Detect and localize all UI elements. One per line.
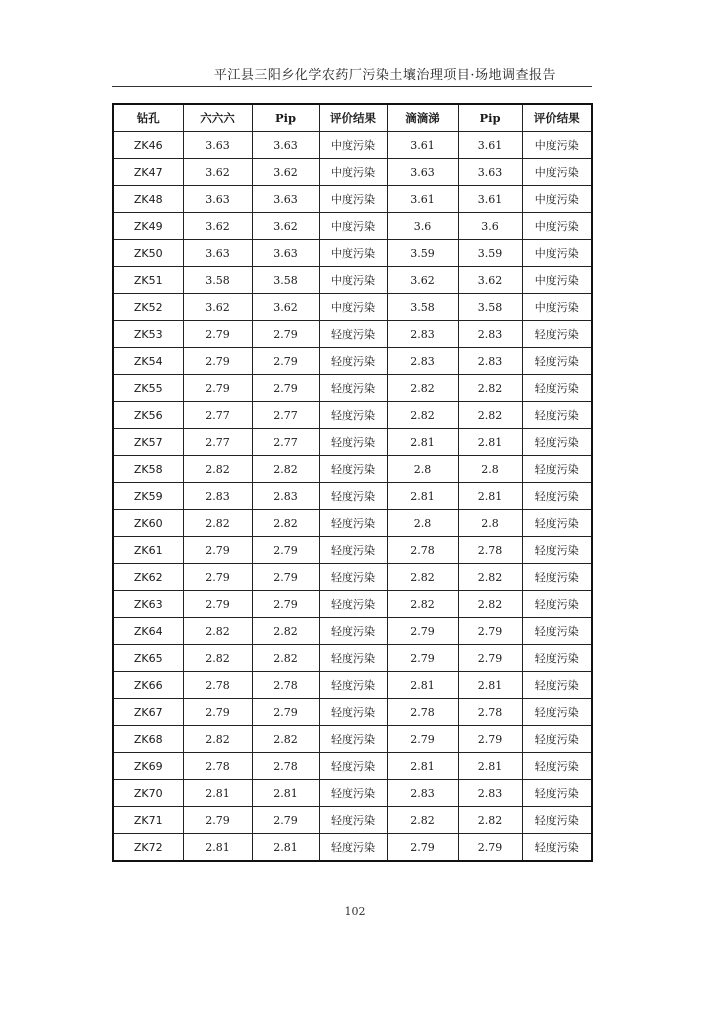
cell-ddt-pip: 2.78: [458, 699, 522, 726]
cell-ddt-pip: 3.61: [458, 132, 522, 159]
cell-hch-result: 中度污染: [319, 132, 387, 159]
cell-hch-value: 3.62: [183, 159, 252, 186]
table-row: [113, 483, 592, 510]
cell-hch-pip: 2.82: [252, 618, 319, 645]
cell-ddt-pip: 3.61: [458, 186, 522, 213]
cell-ddt-value: 2.83: [387, 321, 458, 348]
cell-hch-result: 轻度污染: [319, 321, 387, 348]
cell-hch-pip: 2.78: [252, 753, 319, 780]
column-header-ddt: 滴滴涕: [387, 104, 458, 132]
cell-ddt-result: 中度污染: [522, 294, 592, 321]
cell-hch-result: 轻度污染: [319, 834, 387, 862]
cell-ddt-result: 中度污染: [522, 240, 592, 267]
cell-ddt-result: 中度污染: [522, 213, 592, 240]
cell-hch-value: 2.79: [183, 564, 252, 591]
cell-hch-value: 2.79: [183, 699, 252, 726]
cell-borehole: ZK53: [113, 321, 183, 348]
table-row: [113, 537, 592, 564]
cell-hch-value: 2.82: [183, 726, 252, 753]
cell-ddt-result: 轻度污染: [522, 807, 592, 834]
cell-borehole: ZK49: [113, 213, 183, 240]
column-header-result-ddt: 评价结果: [522, 104, 592, 132]
cell-hch-value: 2.77: [183, 402, 252, 429]
table-row: [113, 429, 592, 456]
cell-borehole: ZK66: [113, 672, 183, 699]
cell-hch-pip: 2.82: [252, 726, 319, 753]
cell-hch-pip: 3.58: [252, 267, 319, 294]
cell-ddt-result: 轻度污染: [522, 429, 592, 456]
cell-hch-result: 中度污染: [319, 159, 387, 186]
cell-hch-result: 轻度污染: [319, 537, 387, 564]
cell-borehole: ZK55: [113, 375, 183, 402]
cell-borehole: ZK48: [113, 186, 183, 213]
table-row: [113, 348, 592, 375]
cell-ddt-pip: 2.81: [458, 483, 522, 510]
cell-ddt-pip: 2.82: [458, 402, 522, 429]
cell-hch-value: 3.63: [183, 186, 252, 213]
cell-ddt-result: 轻度污染: [522, 456, 592, 483]
cell-borehole: ZK50: [113, 240, 183, 267]
cell-borehole: ZK65: [113, 645, 183, 672]
cell-ddt-value: 2.83: [387, 348, 458, 375]
cell-ddt-pip: 2.83: [458, 321, 522, 348]
cell-ddt-value: 2.82: [387, 564, 458, 591]
cell-ddt-result: 轻度污染: [522, 753, 592, 780]
cell-borehole: ZK67: [113, 699, 183, 726]
cell-ddt-result: 轻度污染: [522, 321, 592, 348]
table-row: [113, 834, 592, 862]
cell-ddt-result: 轻度污染: [522, 645, 592, 672]
cell-hch-value: 3.62: [183, 294, 252, 321]
table-row: [113, 132, 592, 159]
cell-hch-pip: 3.63: [252, 132, 319, 159]
table-row: [113, 267, 592, 294]
cell-ddt-value: 3.61: [387, 132, 458, 159]
cell-hch-pip: 2.82: [252, 645, 319, 672]
column-header-pip-hch: Pip: [252, 104, 319, 132]
table-row: [113, 645, 592, 672]
table-row: [113, 618, 592, 645]
cell-ddt-pip: 2.81: [458, 753, 522, 780]
table-row: [113, 726, 592, 753]
cell-hch-pip: 3.63: [252, 186, 319, 213]
table-row: [113, 321, 592, 348]
cell-hch-pip: 2.82: [252, 510, 319, 537]
cell-ddt-pip: 2.83: [458, 780, 522, 807]
cell-borehole: ZK54: [113, 348, 183, 375]
cell-ddt-value: 2.82: [387, 591, 458, 618]
cell-borehole: ZK69: [113, 753, 183, 780]
cell-hch-result: 轻度污染: [319, 429, 387, 456]
page-number: 102: [344, 905, 366, 918]
cell-hch-pip: 2.79: [252, 537, 319, 564]
table-row: [113, 753, 592, 780]
cell-ddt-pip: 3.59: [458, 240, 522, 267]
table-row: [113, 294, 592, 321]
cell-ddt-value: 2.81: [387, 429, 458, 456]
pollution-assessment-table: [112, 103, 593, 862]
cell-ddt-result: 轻度污染: [522, 375, 592, 402]
cell-ddt-value: 3.63: [387, 159, 458, 186]
cell-hch-value: 3.62: [183, 213, 252, 240]
cell-hch-result: 中度污染: [319, 186, 387, 213]
header-divider: [112, 86, 592, 87]
cell-borehole: ZK46: [113, 132, 183, 159]
cell-hch-value: 2.78: [183, 753, 252, 780]
cell-hch-result: 中度污染: [319, 213, 387, 240]
cell-ddt-pip: 2.79: [458, 726, 522, 753]
page-header: 平江县三阳乡化学农药厂污染土壤治理项目·场地调查报告: [213, 68, 557, 83]
cell-ddt-result: 中度污染: [522, 186, 592, 213]
cell-hch-pip: 2.81: [252, 834, 319, 862]
cell-ddt-value: 2.81: [387, 483, 458, 510]
cell-borehole: ZK72: [113, 834, 183, 862]
cell-hch-pip: 2.77: [252, 402, 319, 429]
cell-hch-value: 2.81: [183, 834, 252, 862]
table-row: [113, 402, 592, 429]
cell-borehole: ZK60: [113, 510, 183, 537]
cell-hch-pip: 2.77: [252, 429, 319, 456]
cell-borehole: ZK59: [113, 483, 183, 510]
cell-hch-value: 2.79: [183, 348, 252, 375]
table-header: [113, 104, 592, 132]
cell-ddt-value: 3.58: [387, 294, 458, 321]
cell-ddt-pip: 2.81: [458, 429, 522, 456]
cell-hch-pip: 2.81: [252, 780, 319, 807]
cell-hch-pip: 2.79: [252, 699, 319, 726]
table-body: [113, 132, 592, 862]
cell-hch-pip: 2.79: [252, 348, 319, 375]
column-header-result-hch: 评价结果: [319, 104, 387, 132]
cell-ddt-result: 轻度污染: [522, 537, 592, 564]
cell-hch-result: 轻度污染: [319, 456, 387, 483]
cell-hch-result: 轻度污染: [319, 618, 387, 645]
cell-ddt-pip: 2.79: [458, 645, 522, 672]
cell-hch-result: 轻度污染: [319, 699, 387, 726]
table-row: [113, 159, 592, 186]
cell-ddt-result: 轻度污染: [522, 591, 592, 618]
cell-hch-value: 2.79: [183, 591, 252, 618]
cell-ddt-value: 2.82: [387, 807, 458, 834]
cell-hch-value: 2.79: [183, 537, 252, 564]
cell-ddt-result: 轻度污染: [522, 483, 592, 510]
cell-hch-value: 2.79: [183, 375, 252, 402]
cell-borehole: ZK62: [113, 564, 183, 591]
cell-hch-pip: 2.79: [252, 321, 319, 348]
cell-borehole: ZK70: [113, 780, 183, 807]
cell-ddt-result: 轻度污染: [522, 672, 592, 699]
cell-ddt-value: 2.78: [387, 537, 458, 564]
column-header-borehole: 钻孔: [113, 104, 183, 132]
cell-hch-pip: 3.62: [252, 294, 319, 321]
cell-ddt-pip: 2.79: [458, 834, 522, 862]
cell-ddt-result: 轻度污染: [522, 834, 592, 862]
cell-ddt-value: 2.79: [387, 645, 458, 672]
cell-borehole: ZK57: [113, 429, 183, 456]
table-row: [113, 240, 592, 267]
cell-ddt-result: 轻度污染: [522, 564, 592, 591]
cell-borehole: ZK58: [113, 456, 183, 483]
cell-hch-value: 2.81: [183, 780, 252, 807]
cell-hch-result: 轻度污染: [319, 375, 387, 402]
cell-hch-result: 轻度污染: [319, 402, 387, 429]
cell-hch-pip: 2.78: [252, 672, 319, 699]
cell-borehole: ZK47: [113, 159, 183, 186]
cell-ddt-result: 轻度污染: [522, 402, 592, 429]
cell-ddt-value: 2.79: [387, 834, 458, 862]
cell-ddt-value: 2.79: [387, 726, 458, 753]
cell-borehole: ZK52: [113, 294, 183, 321]
table-row: [113, 510, 592, 537]
cell-hch-value: 3.63: [183, 240, 252, 267]
table-row: [113, 699, 592, 726]
cell-ddt-pip: 3.63: [458, 159, 522, 186]
column-header-hch: 六六六: [183, 104, 252, 132]
cell-borehole: ZK56: [113, 402, 183, 429]
cell-ddt-value: 2.81: [387, 753, 458, 780]
cell-borehole: ZK71: [113, 807, 183, 834]
cell-ddt-pip: 2.82: [458, 807, 522, 834]
cell-hch-value: 2.79: [183, 807, 252, 834]
cell-hch-result: 轻度污染: [319, 348, 387, 375]
cell-hch-pip: 2.79: [252, 807, 319, 834]
cell-hch-value: 2.82: [183, 645, 252, 672]
cell-ddt-value: 2.8: [387, 510, 458, 537]
cell-ddt-pip: 3.62: [458, 267, 522, 294]
cell-borehole: ZK61: [113, 537, 183, 564]
cell-hch-pip: 3.62: [252, 213, 319, 240]
cell-ddt-pip: 2.8: [458, 510, 522, 537]
cell-hch-result: 轻度污染: [319, 726, 387, 753]
cell-ddt-result: 轻度污染: [522, 510, 592, 537]
cell-ddt-pip: 2.81: [458, 672, 522, 699]
cell-ddt-value: 2.78: [387, 699, 458, 726]
cell-ddt-pip: 2.82: [458, 591, 522, 618]
cell-ddt-result: 轻度污染: [522, 699, 592, 726]
table-row: [113, 375, 592, 402]
cell-ddt-value: 2.82: [387, 402, 458, 429]
cell-hch-result: 轻度污染: [319, 672, 387, 699]
cell-ddt-pip: 2.79: [458, 618, 522, 645]
cell-ddt-value: 2.83: [387, 780, 458, 807]
cell-ddt-pip: 2.83: [458, 348, 522, 375]
cell-ddt-value: 3.6: [387, 213, 458, 240]
table-row: [113, 213, 592, 240]
table-row: [113, 807, 592, 834]
cell-hch-value: 3.58: [183, 267, 252, 294]
cell-hch-result: 轻度污染: [319, 780, 387, 807]
cell-hch-result: 中度污染: [319, 294, 387, 321]
cell-hch-value: 2.82: [183, 456, 252, 483]
cell-ddt-pip: 3.6: [458, 213, 522, 240]
cell-hch-pip: 2.83: [252, 483, 319, 510]
cell-ddt-result: 中度污染: [522, 132, 592, 159]
cell-hch-value: 3.63: [183, 132, 252, 159]
cell-hch-result: 轻度污染: [319, 510, 387, 537]
cell-ddt-value: 2.81: [387, 672, 458, 699]
cell-ddt-value: 2.82: [387, 375, 458, 402]
cell-ddt-pip: 2.82: [458, 564, 522, 591]
cell-hch-result: 轻度污染: [319, 564, 387, 591]
table-row: [113, 672, 592, 699]
cell-borehole: ZK63: [113, 591, 183, 618]
table-row: [113, 456, 592, 483]
cell-hch-pip: 2.82: [252, 456, 319, 483]
cell-ddt-result: 中度污染: [522, 159, 592, 186]
cell-ddt-value: 3.61: [387, 186, 458, 213]
cell-ddt-pip: 2.78: [458, 537, 522, 564]
cell-hch-pip: 2.79: [252, 375, 319, 402]
cell-ddt-result: 轻度污染: [522, 618, 592, 645]
cell-borehole: ZK51: [113, 267, 183, 294]
cell-hch-pip: 3.63: [252, 240, 319, 267]
cell-hch-value: 2.78: [183, 672, 252, 699]
cell-hch-result: 轻度污染: [319, 807, 387, 834]
cell-borehole: ZK64: [113, 618, 183, 645]
cell-hch-result: 轻度污染: [319, 645, 387, 672]
cell-hch-value: 2.83: [183, 483, 252, 510]
cell-ddt-pip: 2.82: [458, 375, 522, 402]
cell-ddt-result: 轻度污染: [522, 726, 592, 753]
cell-borehole: ZK68: [113, 726, 183, 753]
cell-hch-value: 2.79: [183, 321, 252, 348]
cell-hch-value: 2.77: [183, 429, 252, 456]
cell-hch-value: 2.82: [183, 510, 252, 537]
table-row: [113, 591, 592, 618]
cell-hch-pip: 3.62: [252, 159, 319, 186]
cell-ddt-value: 3.59: [387, 240, 458, 267]
cell-ddt-value: 2.8: [387, 456, 458, 483]
column-header-pip-ddt: Pip: [458, 104, 522, 132]
cell-hch-result: 轻度污染: [319, 483, 387, 510]
cell-hch-result: 轻度污染: [319, 591, 387, 618]
cell-hch-result: 中度污染: [319, 240, 387, 267]
cell-ddt-value: 2.79: [387, 618, 458, 645]
table-row: [113, 780, 592, 807]
cell-ddt-value: 3.62: [387, 267, 458, 294]
cell-ddt-result: 轻度污染: [522, 348, 592, 375]
cell-hch-result: 中度污染: [319, 267, 387, 294]
table-row: [113, 564, 592, 591]
table-row: [113, 186, 592, 213]
cell-ddt-pip: 3.58: [458, 294, 522, 321]
cell-ddt-result: 轻度污染: [522, 780, 592, 807]
cell-hch-value: 2.82: [183, 618, 252, 645]
cell-ddt-result: 中度污染: [522, 267, 592, 294]
cell-hch-pip: 2.79: [252, 591, 319, 618]
cell-hch-result: 轻度污染: [319, 753, 387, 780]
cell-hch-pip: 2.79: [252, 564, 319, 591]
header-row: [113, 104, 592, 132]
cell-ddt-pip: 2.8: [458, 456, 522, 483]
